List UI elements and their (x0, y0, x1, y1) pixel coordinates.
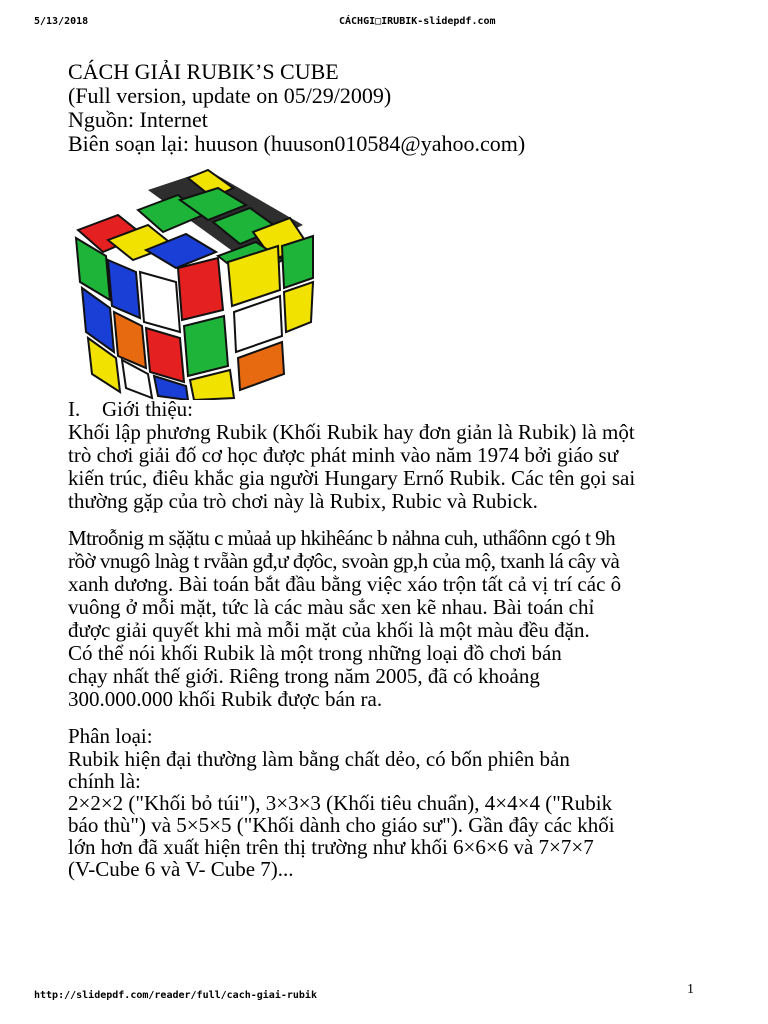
text-line: báo thù") và 5×5×5 ("Khối dành cho giáo sư"). Gần đây các khối (68, 813, 615, 837)
footer-url: http://slidepdf.com/reader/full/cach-giai-rubik (34, 990, 317, 1001)
classification-heading: Phân loại: (68, 724, 153, 748)
text-line: kiến trúc, điêu khắc gia người Hungary Ernő Rubik. Các tên gọi sai (68, 466, 636, 490)
text-line: xanh dương. Bài toán bắt đầu bằng việc xáo trộn tất cả vị trí các ô (68, 572, 622, 596)
text-line: rồờ vnugô lnàg t rvẵàn gđ,ư đợôc, svoàn gp,h của mộ, txanh lá cây và (68, 549, 620, 573)
text-line: 2×2×2 ("Khối bỏ túi"), 3×3×3 (Khối tiêu chuẩn), 4×4×4 ("Rubik (68, 791, 613, 815)
text-line: trò chơi giải đố cơ học được phát minh vào năm 1974 bởi giáo sư (68, 443, 619, 467)
rubiks-cube-icon (68, 160, 318, 400)
text-line: chạy nhất thế giới. Riêng trong năm 2005, đã có khoảng (68, 664, 540, 688)
text-line: Mtroỗnig m sặặtu c mủaả up hkihêánc b nảhna cuh, uthẩônn cgó t 9h (68, 526, 616, 550)
text-line: Rubik hiện đại thường làm bằng chất dẻo, có bốn phiên bản (68, 747, 570, 771)
text-line: được giải quyết khi mà mỗi mặt của khối là một màu đều đặn. (68, 618, 590, 642)
text-line: (V-Cube 6 và V- Cube 7)... (68, 857, 294, 881)
text-line: vuông ở mỗi mặt, tức là các màu sắc xen kẽ nhau. Bài toán chỉ (68, 595, 595, 619)
text-line: thường gặp của trò chơi này là Rubix, Rubic và Rubick. (68, 489, 538, 513)
document-source: Nguồn: Internet (68, 107, 208, 132)
document-editor: Biên soạn lại: huuson (huuson010584@yahoo.com) (68, 131, 526, 156)
text-line: chính là: (68, 769, 141, 793)
section-title: Giới thiệu: (102, 397, 194, 421)
text-line: Có thể nói khối Rubik là một trong những loại đồ chơi bán (68, 641, 562, 665)
page-header (34, 16, 734, 32)
document-title-block (68, 60, 525, 156)
print-date: 5/13/2018 (34, 16, 89, 27)
intro-paragraph (68, 421, 708, 513)
classification-paragraph (68, 748, 708, 880)
section-number: I. (68, 397, 81, 421)
description-paragraph (68, 527, 708, 711)
text-line: lớn hơn đã xuất hiện trên thị trường như khối 6×6×6 và 7×7×7 (68, 835, 594, 859)
section-heading (68, 398, 708, 421)
text-line: 300.000.000 khối Rubik được bán ra. (68, 687, 383, 711)
document-body (68, 398, 708, 894)
document-version: (Full version, update on 05/29/2009) (68, 83, 392, 108)
text-line: Khối lập phương Rubik (Khối Rubik hay đơn giản là Rubik) là một (68, 420, 635, 444)
print-title: CÁCHGI□IRUBIK-slidepdf.com (339, 16, 496, 27)
document-title: CÁCH GIẢI RUBIK’S CUBE (68, 59, 339, 84)
page-number: 1 (687, 982, 694, 997)
